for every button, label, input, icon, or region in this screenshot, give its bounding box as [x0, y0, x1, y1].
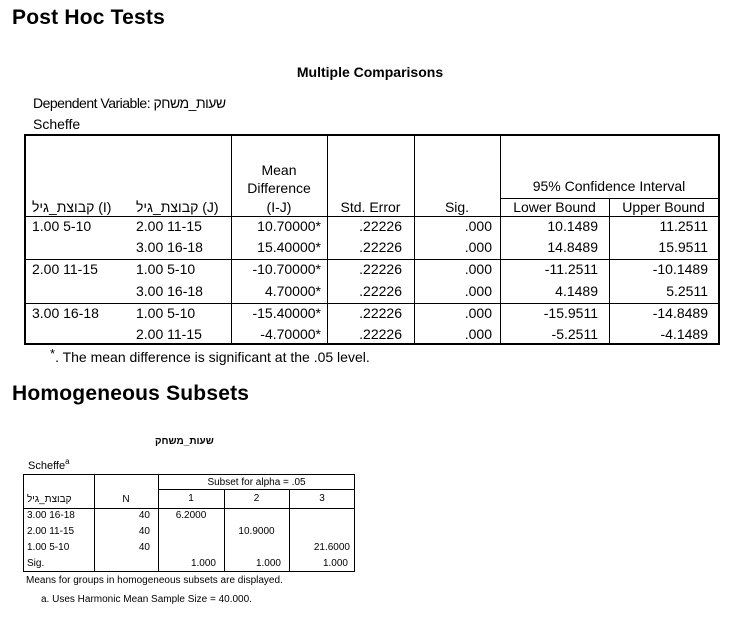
- col-header-i: קבוצת_גיל (I): [32, 199, 112, 215]
- hs-method-label: Scheffe: [28, 460, 66, 472]
- hs-note-2: a. Uses Harmonic Mean Sample Size = 40.000.: [41, 594, 252, 605]
- hs-sig-s1: 1.000: [190, 558, 216, 569]
- row-upper: -4.1489: [660, 326, 708, 342]
- hs-row-n: 40: [138, 526, 150, 537]
- row-sig: .000: [464, 261, 492, 277]
- row-std-error: .22226: [359, 305, 402, 321]
- row-i-label: 3.00 16-18: [32, 305, 99, 321]
- hs-method: [28, 457, 70, 472]
- dependent-variable-label: Dependent Variable: שעות_משחק: [33, 95, 226, 111]
- hs-row-s3: 21.6000: [313, 542, 350, 553]
- row-sig: .000: [464, 218, 492, 234]
- row-std-error: .22226: [359, 218, 402, 234]
- col-header-sig: Sig.: [444, 199, 470, 215]
- row-mean-diff: 4.70000*: [264, 283, 321, 299]
- row-mean-diff: -10.70000*: [252, 261, 321, 277]
- hs-subset-header: Subset for alpha = .05: [207, 477, 306, 488]
- row-sig: .000: [464, 305, 492, 321]
- col-header-j: קבוצת_גיל (J): [136, 199, 219, 215]
- row-sig: .000: [464, 283, 492, 299]
- hs-row-label: 3.00 16-18: [27, 510, 75, 521]
- grid-line: [94, 475, 95, 571]
- row-std-error: .22226: [359, 283, 402, 299]
- homogeneous-subsets-table: [23, 474, 355, 572]
- row-upper: 5.2511: [666, 283, 708, 299]
- hs-sig-label: Sig.: [27, 558, 45, 569]
- row-upper: 11.2511: [659, 218, 708, 234]
- hs-row-n: 40: [138, 510, 150, 521]
- col-header-lower: Lower Bound: [513, 199, 596, 215]
- hs-method-sup: a: [65, 457, 70, 466]
- row-std-error: .22226: [359, 326, 402, 342]
- hs-subset-col: 2: [253, 493, 260, 504]
- hs-row-s2: 10.9000: [238, 526, 275, 537]
- row-j-label: 3.00 16-18: [136, 239, 203, 255]
- row-j-label: 2.00 11-15: [136, 326, 202, 342]
- hs-row-label: 2.00 11-15: [27, 526, 75, 537]
- hs-subset-col: 3: [319, 493, 325, 504]
- row-j-label: 3.00 16-18: [136, 283, 203, 299]
- row-lower: -15.9511: [543, 305, 598, 321]
- col-header-ci: 95% Confidence Interval: [532, 178, 686, 194]
- post-hoc-heading: Post Hoc Tests: [12, 6, 165, 29]
- grid-line: [26, 216, 718, 217]
- homogeneous-heading: Homogeneous Subsets: [12, 382, 250, 405]
- col-header-mean-3: (I-J): [266, 199, 292, 215]
- col-header-std-error: Std. Error: [340, 199, 401, 215]
- multiple-comparisons-table: [24, 134, 720, 345]
- row-lower: 4.1489: [555, 283, 598, 299]
- row-i-label: 2.00 11-15: [32, 261, 98, 277]
- hs-sig-s3: 1.000: [322, 558, 348, 569]
- grid-line: [26, 259, 718, 260]
- grid-line: [24, 508, 354, 509]
- row-i-label: 1.00 5-10: [32, 218, 92, 234]
- row-j-label: 1.00 5-10: [136, 261, 196, 277]
- hs-row-label: 1.00 5-10: [27, 542, 70, 553]
- row-mean-diff: 15.40000*: [257, 239, 321, 255]
- col-header-mean-1: Mean: [261, 162, 297, 178]
- row-lower: 10.1489: [547, 218, 598, 234]
- col-header-upper: Upper Bound: [622, 199, 705, 215]
- hs-subset-col: 1: [188, 493, 194, 504]
- footnote-text: . The mean difference is significant at the .05 level.: [55, 349, 370, 365]
- row-lower: -5.2511: [551, 326, 598, 342]
- row-mean-diff: -15.40000*: [252, 305, 321, 321]
- hs-col-group: קבוצת_גיל: [27, 494, 72, 505]
- multiple-comparisons-title: Multiple Comparisons: [296, 64, 444, 80]
- row-sig: .000: [464, 239, 492, 255]
- row-std-error: .22226: [359, 261, 402, 277]
- grid-line: [26, 303, 718, 304]
- row-upper: 15.9511: [658, 239, 708, 255]
- hs-sig-s2: 1.000: [255, 558, 281, 569]
- hs-note-1: Means for groups in homogeneous subsets are displayed.: [26, 575, 283, 586]
- hs-col-n: N: [122, 494, 130, 505]
- row-sig: .000: [464, 326, 492, 342]
- variable-title: שעות_משחק: [155, 436, 214, 447]
- row-j-label: 1.00 5-10: [136, 305, 196, 321]
- row-mean-diff: -4.70000*: [260, 326, 321, 342]
- grid-line: [158, 489, 354, 490]
- row-lower: -11.2511: [544, 261, 598, 277]
- hs-row-s1: 6.2000: [175, 510, 207, 521]
- row-std-error: .22226: [359, 239, 402, 255]
- row-upper: -10.1489: [652, 261, 708, 277]
- row-mean-diff: 10.70000*: [257, 218, 321, 234]
- hs-row-n: 40: [138, 542, 150, 553]
- row-lower: 14.8489: [547, 239, 598, 255]
- row-upper: -14.8489: [652, 305, 708, 321]
- footnote: [50, 346, 370, 365]
- method-label: Scheffe: [33, 116, 81, 132]
- col-header-mean-2: Difference: [247, 180, 311, 196]
- footnote-mark: *: [50, 346, 56, 361]
- row-j-label: 2.00 11-15: [136, 218, 202, 234]
